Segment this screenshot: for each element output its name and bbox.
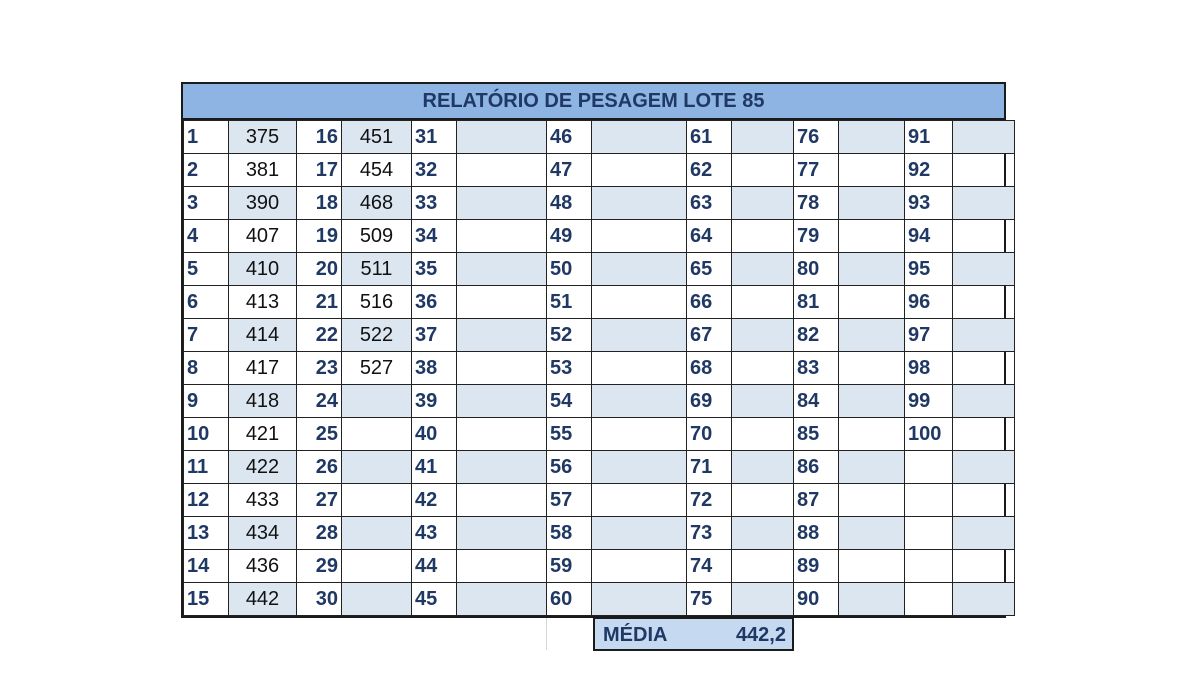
animal-number: 88	[794, 517, 839, 550]
weight-value	[457, 352, 547, 385]
table-row	[184, 220, 1015, 253]
animal-number: 18	[297, 187, 342, 220]
animal-number: 59	[547, 550, 592, 583]
animal-number: 72	[687, 484, 732, 517]
weight-value	[457, 451, 547, 484]
weight-value	[732, 319, 794, 352]
weight-value	[839, 484, 905, 517]
table-row	[184, 121, 1015, 154]
weight-value: 418	[229, 385, 297, 418]
average-box	[593, 617, 794, 651]
weight-value	[839, 319, 905, 352]
animal-number	[905, 451, 953, 484]
weight-value: 375	[229, 121, 297, 154]
weight-value	[592, 583, 687, 616]
animal-number: 46	[547, 121, 592, 154]
animal-number: 99	[905, 385, 953, 418]
animal-number: 41	[412, 451, 457, 484]
weight-value	[592, 550, 687, 583]
weight-value	[953, 352, 1015, 385]
weights-table	[183, 120, 1015, 616]
animal-number: 63	[687, 187, 732, 220]
animal-number: 27	[297, 484, 342, 517]
weighing-report	[181, 82, 1006, 618]
weight-value	[732, 517, 794, 550]
weight-value	[732, 385, 794, 418]
animal-number: 22	[297, 319, 342, 352]
weight-value	[342, 583, 412, 616]
animal-number: 68	[687, 352, 732, 385]
animal-number	[905, 583, 953, 616]
animal-number: 53	[547, 352, 592, 385]
animal-number: 67	[687, 319, 732, 352]
animal-number: 12	[184, 484, 229, 517]
weight-value: 509	[342, 220, 412, 253]
weight-value	[457, 253, 547, 286]
weight-value	[953, 517, 1015, 550]
weight-value	[953, 319, 1015, 352]
weight-value	[953, 253, 1015, 286]
weight-value: 417	[229, 352, 297, 385]
table-row	[184, 319, 1015, 352]
animal-number: 74	[687, 550, 732, 583]
weight-value: 522	[342, 319, 412, 352]
animal-number: 51	[547, 286, 592, 319]
animal-number: 89	[794, 550, 839, 583]
weight-value	[839, 220, 905, 253]
animal-number: 85	[794, 418, 839, 451]
animal-number	[905, 484, 953, 517]
animal-number: 13	[184, 517, 229, 550]
weight-value	[342, 385, 412, 418]
weight-value	[457, 418, 547, 451]
table-row	[184, 253, 1015, 286]
animal-number: 15	[184, 583, 229, 616]
animal-number: 95	[905, 253, 953, 286]
weight-value: 422	[229, 451, 297, 484]
animal-number: 90	[794, 583, 839, 616]
animal-number: 75	[687, 583, 732, 616]
weight-value	[457, 286, 547, 319]
table-row	[184, 187, 1015, 220]
weight-value: 421	[229, 418, 297, 451]
table-row	[184, 451, 1015, 484]
animal-number: 8	[184, 352, 229, 385]
animal-number: 34	[412, 220, 457, 253]
weight-value: 433	[229, 484, 297, 517]
animal-number: 96	[905, 286, 953, 319]
animal-number: 3	[184, 187, 229, 220]
weight-value: 390	[229, 187, 297, 220]
animal-number: 47	[547, 154, 592, 187]
weight-value	[953, 550, 1015, 583]
average-value: 442,2	[735, 624, 786, 646]
weight-value: 436	[229, 550, 297, 583]
weight-value: 414	[229, 319, 297, 352]
weight-value	[592, 418, 687, 451]
animal-number: 39	[412, 385, 457, 418]
weight-value	[839, 187, 905, 220]
animal-number: 5	[184, 253, 229, 286]
animal-number: 60	[547, 583, 592, 616]
weight-value	[342, 451, 412, 484]
table-row	[184, 352, 1015, 385]
weight-value: 454	[342, 154, 412, 187]
weight-value	[732, 154, 794, 187]
animal-number: 43	[412, 517, 457, 550]
animal-number: 21	[297, 286, 342, 319]
weight-value	[457, 187, 547, 220]
animal-number: 20	[297, 253, 342, 286]
weight-value	[953, 187, 1015, 220]
animal-number: 87	[794, 484, 839, 517]
weight-value	[457, 517, 547, 550]
animal-number: 7	[184, 319, 229, 352]
weight-value	[732, 352, 794, 385]
animal-number: 55	[547, 418, 592, 451]
animal-number: 77	[794, 154, 839, 187]
table-row	[184, 583, 1015, 616]
weight-value: 434	[229, 517, 297, 550]
weight-value: 527	[342, 352, 412, 385]
weight-value	[732, 220, 794, 253]
animal-number: 6	[184, 286, 229, 319]
weight-value	[732, 583, 794, 616]
weight-value	[953, 385, 1015, 418]
weight-value	[592, 451, 687, 484]
animal-number: 66	[687, 286, 732, 319]
weight-value	[457, 550, 547, 583]
animal-number: 69	[687, 385, 732, 418]
animal-number: 19	[297, 220, 342, 253]
animal-number: 86	[794, 451, 839, 484]
weight-value	[732, 253, 794, 286]
animal-number: 33	[412, 187, 457, 220]
weight-value	[839, 385, 905, 418]
animal-number: 100	[905, 418, 953, 451]
animal-number: 56	[547, 451, 592, 484]
weight-value	[953, 154, 1015, 187]
weight-value	[953, 484, 1015, 517]
weight-value	[732, 451, 794, 484]
animal-number: 32	[412, 154, 457, 187]
weight-value	[592, 253, 687, 286]
weight-value	[839, 121, 905, 154]
animal-number: 94	[905, 220, 953, 253]
weight-value	[839, 451, 905, 484]
weight-value	[342, 517, 412, 550]
weight-value	[592, 121, 687, 154]
animal-number: 35	[412, 253, 457, 286]
weight-value	[457, 583, 547, 616]
animal-number: 42	[412, 484, 457, 517]
weight-value: 381	[229, 154, 297, 187]
weight-value: 407	[229, 220, 297, 253]
animal-number: 30	[297, 583, 342, 616]
animal-number: 31	[412, 121, 457, 154]
animal-number: 23	[297, 352, 342, 385]
weight-value: 451	[342, 121, 412, 154]
animal-number: 37	[412, 319, 457, 352]
animal-number: 65	[687, 253, 732, 286]
animal-number: 70	[687, 418, 732, 451]
table-row	[184, 418, 1015, 451]
table-row	[184, 484, 1015, 517]
weight-value	[953, 451, 1015, 484]
weight-value	[457, 385, 547, 418]
animal-number: 57	[547, 484, 592, 517]
weight-value	[839, 352, 905, 385]
animal-number: 44	[412, 550, 457, 583]
animal-number: 93	[905, 187, 953, 220]
weight-value	[457, 154, 547, 187]
animal-number: 9	[184, 385, 229, 418]
animal-number: 16	[297, 121, 342, 154]
animal-number: 24	[297, 385, 342, 418]
weight-value	[732, 286, 794, 319]
table-row	[184, 385, 1015, 418]
animal-number: 62	[687, 154, 732, 187]
animal-number: 26	[297, 451, 342, 484]
weight-value	[592, 187, 687, 220]
weight-value	[592, 352, 687, 385]
weight-value	[592, 220, 687, 253]
weight-value	[592, 319, 687, 352]
weight-value	[839, 583, 905, 616]
animal-number: 40	[412, 418, 457, 451]
weight-value	[592, 484, 687, 517]
weight-value	[732, 121, 794, 154]
animal-number: 80	[794, 253, 839, 286]
animal-number: 25	[297, 418, 342, 451]
weight-value	[839, 517, 905, 550]
animal-number: 1	[184, 121, 229, 154]
animal-number: 38	[412, 352, 457, 385]
weight-value: 413	[229, 286, 297, 319]
weight-value	[839, 154, 905, 187]
weight-value	[457, 484, 547, 517]
animal-number	[905, 550, 953, 583]
animal-number: 52	[547, 319, 592, 352]
weight-value	[732, 550, 794, 583]
weight-value: 516	[342, 286, 412, 319]
animal-number: 98	[905, 352, 953, 385]
weight-value	[457, 121, 547, 154]
weight-value	[839, 418, 905, 451]
weight-value	[732, 418, 794, 451]
weight-value	[592, 154, 687, 187]
animal-number: 83	[794, 352, 839, 385]
weight-value	[457, 319, 547, 352]
animal-number: 48	[547, 187, 592, 220]
animal-number: 64	[687, 220, 732, 253]
gridline-fragment	[546, 618, 547, 650]
weight-value	[953, 286, 1015, 319]
animal-number: 50	[547, 253, 592, 286]
weight-value: 410	[229, 253, 297, 286]
weight-value	[953, 220, 1015, 253]
weight-value	[592, 385, 687, 418]
animal-number: 97	[905, 319, 953, 352]
animal-number	[905, 517, 953, 550]
weight-value	[839, 550, 905, 583]
animal-number: 4	[184, 220, 229, 253]
animal-number: 10	[184, 418, 229, 451]
weight-value	[592, 286, 687, 319]
weight-value	[342, 418, 412, 451]
weight-value	[839, 253, 905, 286]
weight-value	[342, 550, 412, 583]
table-row	[184, 517, 1015, 550]
weight-value	[732, 187, 794, 220]
animal-number: 78	[794, 187, 839, 220]
weight-value: 511	[342, 253, 412, 286]
animal-number: 61	[687, 121, 732, 154]
animal-number: 79	[794, 220, 839, 253]
animal-number: 82	[794, 319, 839, 352]
animal-number: 28	[297, 517, 342, 550]
average-label: MÉDIA	[603, 624, 668, 646]
animal-number: 29	[297, 550, 342, 583]
animal-number: 84	[794, 385, 839, 418]
table-row	[184, 550, 1015, 583]
weight-value	[732, 484, 794, 517]
animal-number: 76	[794, 121, 839, 154]
animal-number: 54	[547, 385, 592, 418]
weight-value: 442	[229, 583, 297, 616]
animal-number: 58	[547, 517, 592, 550]
animal-number: 2	[184, 154, 229, 187]
weight-value	[342, 484, 412, 517]
animal-number: 92	[905, 154, 953, 187]
report-title: RELATÓRIO DE PESAGEM LOTE 85	[183, 84, 1004, 120]
animal-number: 11	[184, 451, 229, 484]
weight-value: 468	[342, 187, 412, 220]
animal-number: 14	[184, 550, 229, 583]
weight-value	[953, 121, 1015, 154]
animal-number: 36	[412, 286, 457, 319]
weight-value	[457, 220, 547, 253]
weight-value	[592, 517, 687, 550]
weight-value	[953, 583, 1015, 616]
table-row	[184, 286, 1015, 319]
animal-number: 45	[412, 583, 457, 616]
animal-number: 71	[687, 451, 732, 484]
animal-number: 17	[297, 154, 342, 187]
weight-value	[953, 418, 1015, 451]
weight-value	[839, 286, 905, 319]
animal-number: 49	[547, 220, 592, 253]
table-row	[184, 154, 1015, 187]
animal-number: 73	[687, 517, 732, 550]
animal-number: 91	[905, 121, 953, 154]
animal-number: 81	[794, 286, 839, 319]
